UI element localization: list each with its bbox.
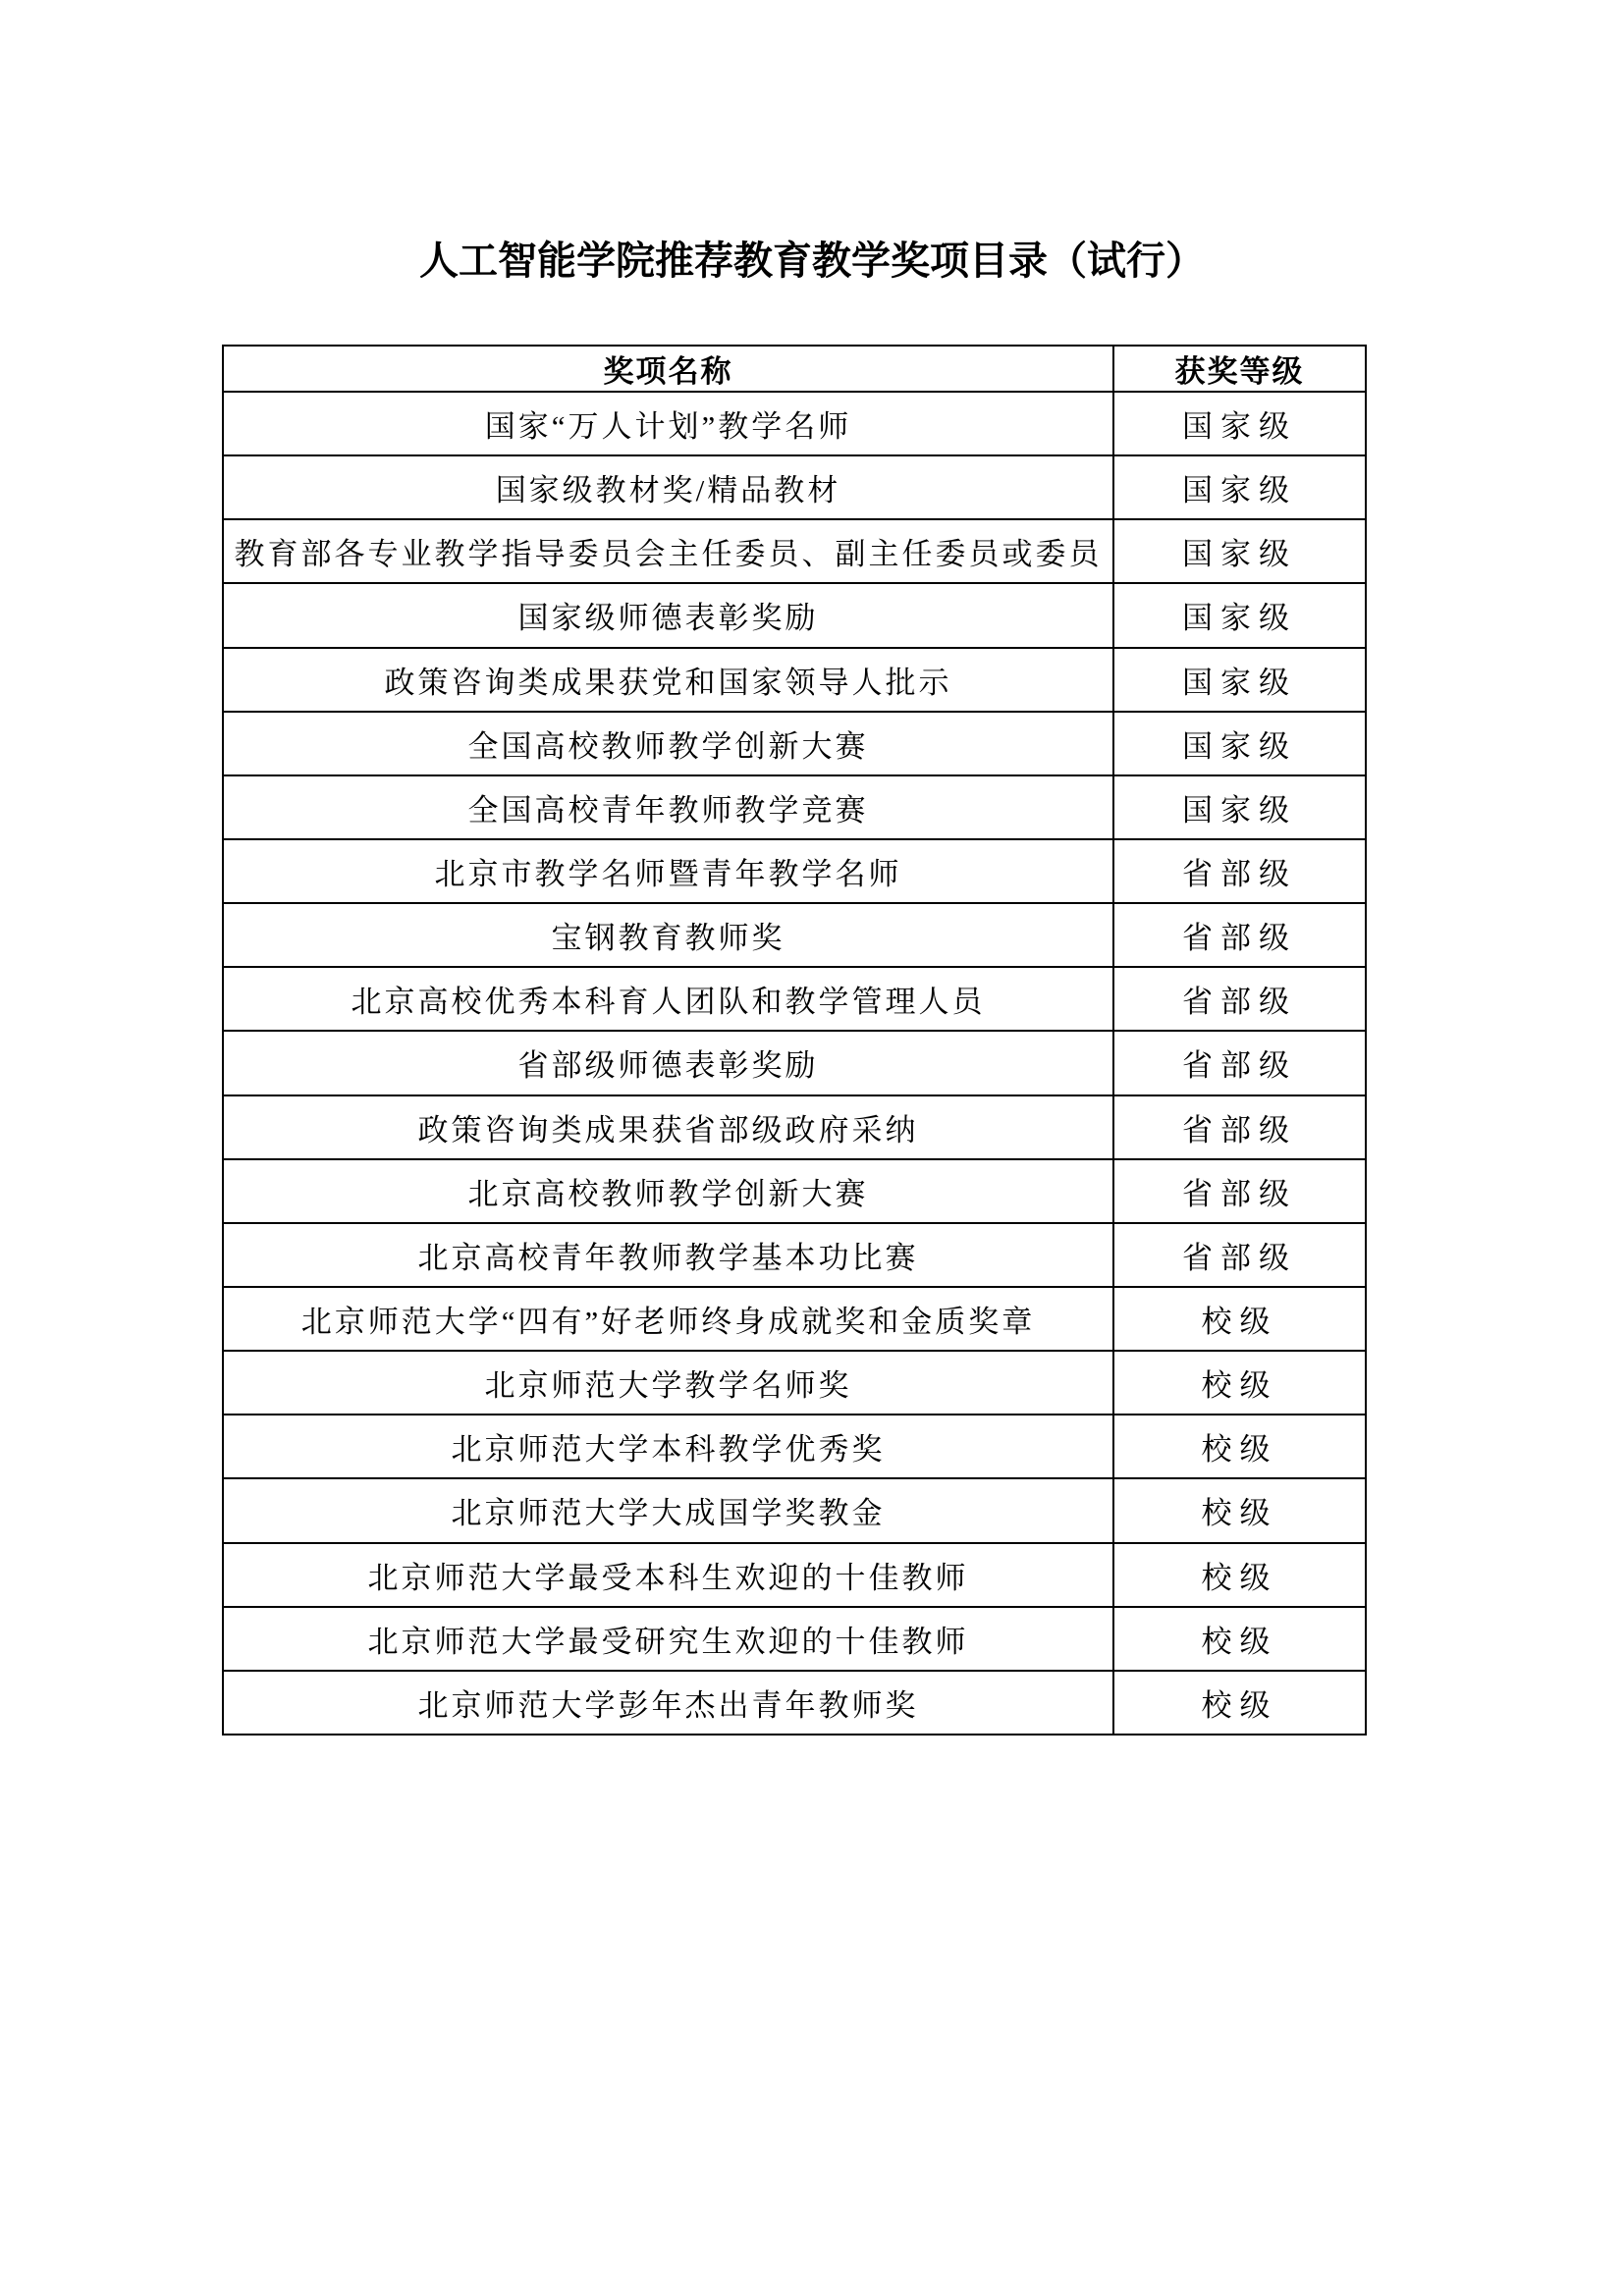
awards-table <box>222 345 1367 1735</box>
award-name-cell: 北京师范大学最受研究生欢迎的十佳教师 <box>223 1607 1113 1671</box>
table-row <box>223 1095 1366 1159</box>
table-row <box>223 519 1366 583</box>
table-row <box>223 839 1366 903</box>
table-row <box>223 455 1366 519</box>
table-row <box>223 583 1366 647</box>
table-row <box>223 1415 1366 1478</box>
table-row <box>223 712 1366 775</box>
award-level-cell: 国家级 <box>1113 392 1366 455</box>
award-name-cell: 国家“万人计划”教学名师 <box>223 392 1113 455</box>
award-level-cell: 省部级 <box>1113 1031 1366 1095</box>
award-name-cell: 北京市教学名师暨青年教学名师 <box>223 839 1113 903</box>
award-name-cell: 国家级教材奖/精品教材 <box>223 455 1113 519</box>
award-level-cell: 省部级 <box>1113 967 1366 1031</box>
table-row <box>223 1351 1366 1415</box>
award-name-cell: 省部级师德表彰奖励 <box>223 1031 1113 1095</box>
table-row <box>223 1159 1366 1223</box>
award-level-cell: 校级 <box>1113 1287 1366 1351</box>
award-name-cell: 北京师范大学本科教学优秀奖 <box>223 1415 1113 1478</box>
table-row <box>223 1607 1366 1671</box>
column-header-award-level: 获奖等级 <box>1113 346 1366 392</box>
award-level-cell: 校级 <box>1113 1478 1366 1542</box>
table-body <box>223 392 1366 1735</box>
award-name-cell: 北京师范大学教学名师奖 <box>223 1351 1113 1415</box>
award-level-cell: 省部级 <box>1113 839 1366 903</box>
table-row <box>223 903 1366 967</box>
award-level-cell: 校级 <box>1113 1351 1366 1415</box>
column-header-award-name: 奖项名称 <box>223 346 1113 392</box>
award-name-cell: 政策咨询类成果获党和国家领导人批示 <box>223 648 1113 712</box>
award-name-cell: 宝钢教育教师奖 <box>223 903 1113 967</box>
table-row <box>223 1671 1366 1735</box>
award-level-cell: 国家级 <box>1113 648 1366 712</box>
award-name-cell: 北京师范大学彭年杰出青年教师奖 <box>223 1671 1113 1735</box>
table-row <box>223 1287 1366 1351</box>
award-name-cell: 北京师范大学最受本科生欢迎的十佳教师 <box>223 1543 1113 1607</box>
award-level-cell: 校级 <box>1113 1415 1366 1478</box>
page-title: 人工智能学院推荐教育教学奖项目录（试行） <box>419 240 1205 283</box>
award-name-cell: 北京高校青年教师教学基本功比赛 <box>223 1223 1113 1287</box>
award-level-cell: 省部级 <box>1113 1223 1366 1287</box>
table-row <box>223 1478 1366 1542</box>
table-row <box>223 648 1366 712</box>
table-row <box>223 1543 1366 1607</box>
table-row <box>223 967 1366 1031</box>
award-level-cell: 国家级 <box>1113 519 1366 583</box>
award-name-cell: 教育部各专业教学指导委员会主任委员、副主任委员或委员 <box>223 519 1113 583</box>
award-level-cell: 省部级 <box>1113 1095 1366 1159</box>
award-name-cell: 政策咨询类成果获省部级政府采纳 <box>223 1095 1113 1159</box>
award-level-cell: 国家级 <box>1113 455 1366 519</box>
award-name-cell: 国家级师德表彰奖励 <box>223 583 1113 647</box>
award-level-cell: 国家级 <box>1113 712 1366 775</box>
award-level-cell: 省部级 <box>1113 1159 1366 1223</box>
award-level-cell: 校级 <box>1113 1671 1366 1735</box>
award-level-cell: 校级 <box>1113 1607 1366 1671</box>
award-level-cell: 校级 <box>1113 1543 1366 1607</box>
award-level-cell: 国家级 <box>1113 775 1366 839</box>
award-name-cell: 北京高校教师教学创新大赛 <box>223 1159 1113 1223</box>
award-name-cell: 北京师范大学“四有”好老师终身成就奖和金质奖章 <box>223 1287 1113 1351</box>
table-header-row <box>223 346 1366 392</box>
award-name-cell: 全国高校青年教师教学竞赛 <box>223 775 1113 839</box>
table-row <box>223 1223 1366 1287</box>
table-row <box>223 775 1366 839</box>
award-level-cell: 国家级 <box>1113 583 1366 647</box>
award-name-cell: 全国高校教师教学创新大赛 <box>223 712 1113 775</box>
award-level-cell: 省部级 <box>1113 903 1366 967</box>
award-name-cell: 北京高校优秀本科育人团队和教学管理人员 <box>223 967 1113 1031</box>
table-row <box>223 1031 1366 1095</box>
table-row <box>223 392 1366 455</box>
award-name-cell: 北京师范大学大成国学奖教金 <box>223 1478 1113 1542</box>
